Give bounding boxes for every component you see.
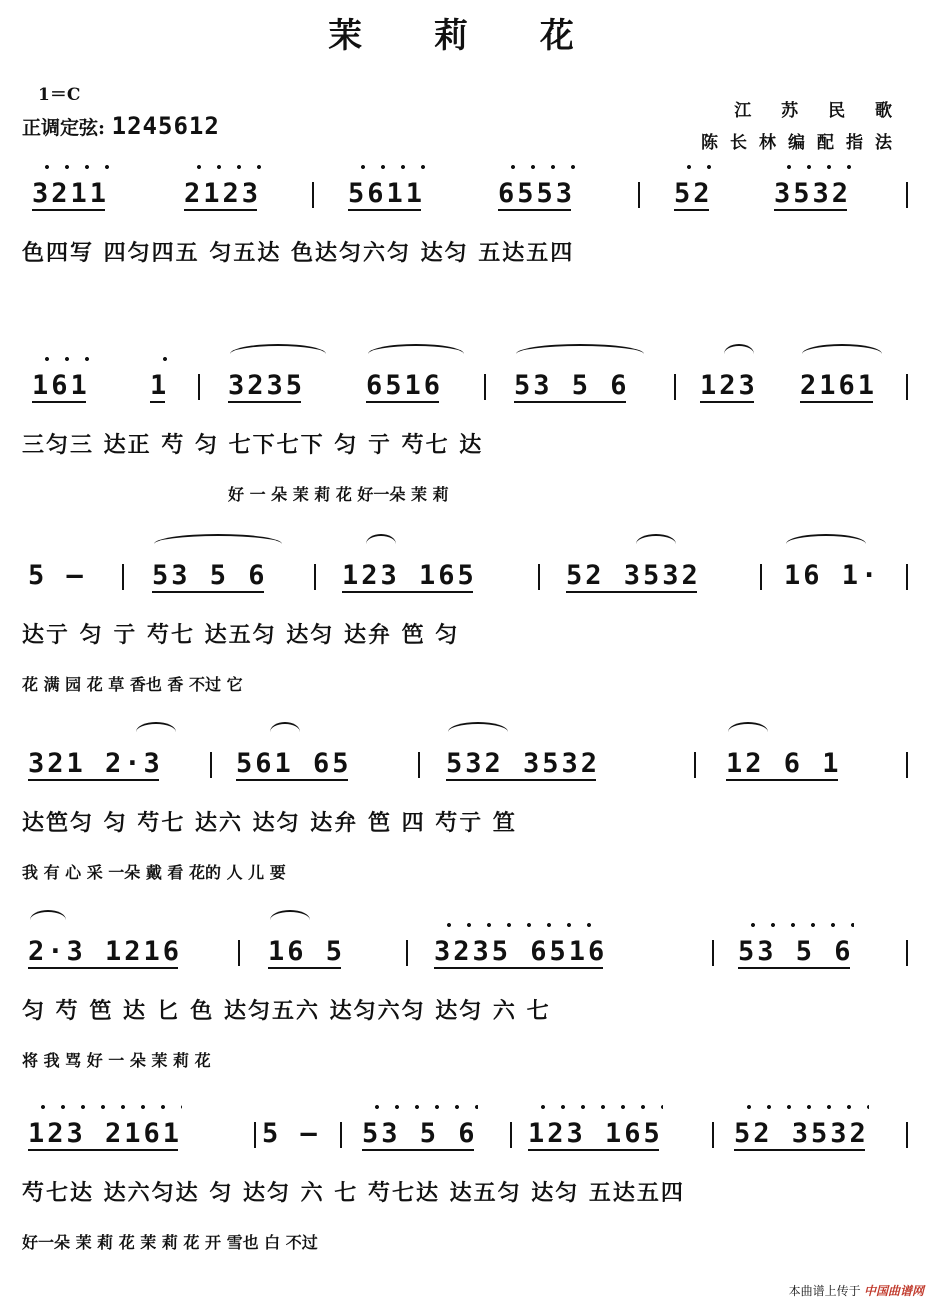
note-group: 5 — (262, 1118, 320, 1149)
bar-line (638, 182, 640, 208)
bar-line (760, 564, 762, 590)
note-group: 3235 (228, 370, 305, 401)
numbered-notation (22, 370, 908, 410)
credit-origin: 江 苏 民 歌 (734, 101, 904, 121)
slur (448, 722, 508, 742)
bar-line (906, 1122, 908, 1148)
note-group: 321 2·3 (28, 748, 163, 779)
note-group: 6516 (366, 370, 443, 401)
guqin-tablature: 芍七达 达六匀达 匀 达匀 六 七 芍七达 达五匀 达匀 五达五四 (22, 1180, 685, 1206)
bar-line (340, 1122, 342, 1148)
numbered-notation (22, 748, 908, 788)
bar-line (122, 564, 124, 590)
note-group: 16 5 (268, 936, 345, 967)
slur (270, 722, 300, 742)
lyrics-line: 将 我 骂 好 一 朵 茉 莉 花 (22, 1051, 211, 1070)
key-signature: 1＝C (38, 85, 81, 105)
page-title: 茉 莉 花 (328, 16, 604, 56)
note-group: 52 (674, 178, 713, 209)
note-group: 123 165 (342, 560, 477, 591)
guqin-tablature: 达笆匀 匀 芍七 达六 达匀 达弁 笆 四 芍亍 笪 (22, 810, 517, 836)
footer-text: 本曲谱上传于 (788, 1284, 861, 1298)
lyrics-line: 我 有 心 采 一朵 戴 看 花的 人 儿 要 (22, 863, 286, 882)
note-group: 3532 (774, 178, 851, 209)
numbered-notation (22, 178, 908, 218)
note-group: 123 165 (528, 1118, 663, 1149)
slur (366, 534, 396, 554)
lyrics-line: 好 一 朵 茉 莉 花 好一朵 茉 莉 (228, 485, 449, 504)
lyrics-line: 花 满 园 花 草 香也 香 不过 它 (22, 675, 243, 694)
note-group: 6553 (498, 178, 575, 209)
guqin-tablature: 色四写 四匀四五 匀五达 色达匀六匀 达匀 五达五四 (22, 240, 575, 266)
note-group: 3235 6516 (434, 936, 607, 967)
slur (230, 344, 326, 364)
slur (802, 344, 882, 364)
slur (516, 344, 644, 364)
bar-line (906, 752, 908, 778)
numbered-notation (22, 560, 908, 600)
bar-line (312, 182, 314, 208)
slur (786, 534, 866, 554)
bar-line (906, 374, 908, 400)
note-group: 123 (700, 370, 758, 401)
note-group: 5611 (348, 178, 425, 209)
bar-line (906, 182, 908, 208)
bar-line (694, 752, 696, 778)
note-group: 52 3532 (566, 560, 701, 591)
lyrics-line: 好一朵 茉 莉 花 茉 莉 花 开 雪也 白 不过 (22, 1233, 318, 1252)
numbered-notation (22, 936, 908, 976)
bar-line (254, 1122, 256, 1148)
slur (136, 722, 176, 742)
slur (636, 534, 676, 554)
note-group: 123 2161 (28, 1118, 182, 1149)
tuning-notes: 1245612 (111, 112, 220, 140)
note-group: 53 5 6 (738, 936, 854, 967)
tuning-line (22, 112, 220, 140)
credit-arranger: 陈长林编配指法 (701, 133, 904, 153)
bar-line (538, 564, 540, 590)
guqin-tablature: 匀 芍 笆 达 匕 色 达匀五六 达匀六匀 达匀 六 七 (22, 998, 551, 1024)
bar-line (510, 1122, 512, 1148)
slur (724, 344, 754, 364)
note-group: 1 (150, 370, 169, 401)
note-group: 561 65 (236, 748, 352, 779)
note-group: 53 5 6 (362, 1118, 478, 1149)
guqin-tablature: 三匀三 达正 芍 匀 七下七下 匀 亍 芍七 达 (22, 432, 484, 458)
guqin-tablature: 达亍 匀 亍 芍七 达五匀 达匀 达弁 笆 匀 (22, 622, 460, 648)
note-group: 2·3 1216 (28, 936, 182, 967)
note-group: 52 3532 (734, 1118, 869, 1149)
bar-line (674, 374, 676, 400)
slur (154, 534, 282, 554)
bar-line (484, 374, 486, 400)
bar-line (712, 1122, 714, 1148)
site-logo: 中国曲谱网 (863, 1284, 924, 1298)
note-group: 2161 (800, 370, 877, 401)
bar-line (906, 564, 908, 590)
note-group: 2123 (184, 178, 261, 209)
bar-line (406, 940, 408, 966)
slur (368, 344, 464, 364)
note-group: 53 5 6 (152, 560, 268, 591)
slur (728, 722, 768, 742)
numbered-notation (22, 1118, 908, 1158)
bar-line (238, 940, 240, 966)
bar-line (418, 752, 420, 778)
note-group: 5 — (28, 560, 86, 591)
bar-line (906, 940, 908, 966)
slur (270, 910, 310, 930)
bar-line (712, 940, 714, 966)
upload-footer (789, 1282, 924, 1299)
tuning-label: 正调定弦: (22, 117, 106, 139)
note-group: 161 (32, 370, 90, 401)
slur (30, 910, 66, 930)
note-group: 12 6 1 (726, 748, 842, 779)
note-group: 532 3532 (446, 748, 600, 779)
bar-line (198, 374, 200, 400)
note-group: 3211 (32, 178, 109, 209)
note-group: 53 5 6 (514, 370, 630, 401)
bar-line (210, 752, 212, 778)
bar-line (314, 564, 316, 590)
note-group: 16 1· (784, 560, 880, 591)
